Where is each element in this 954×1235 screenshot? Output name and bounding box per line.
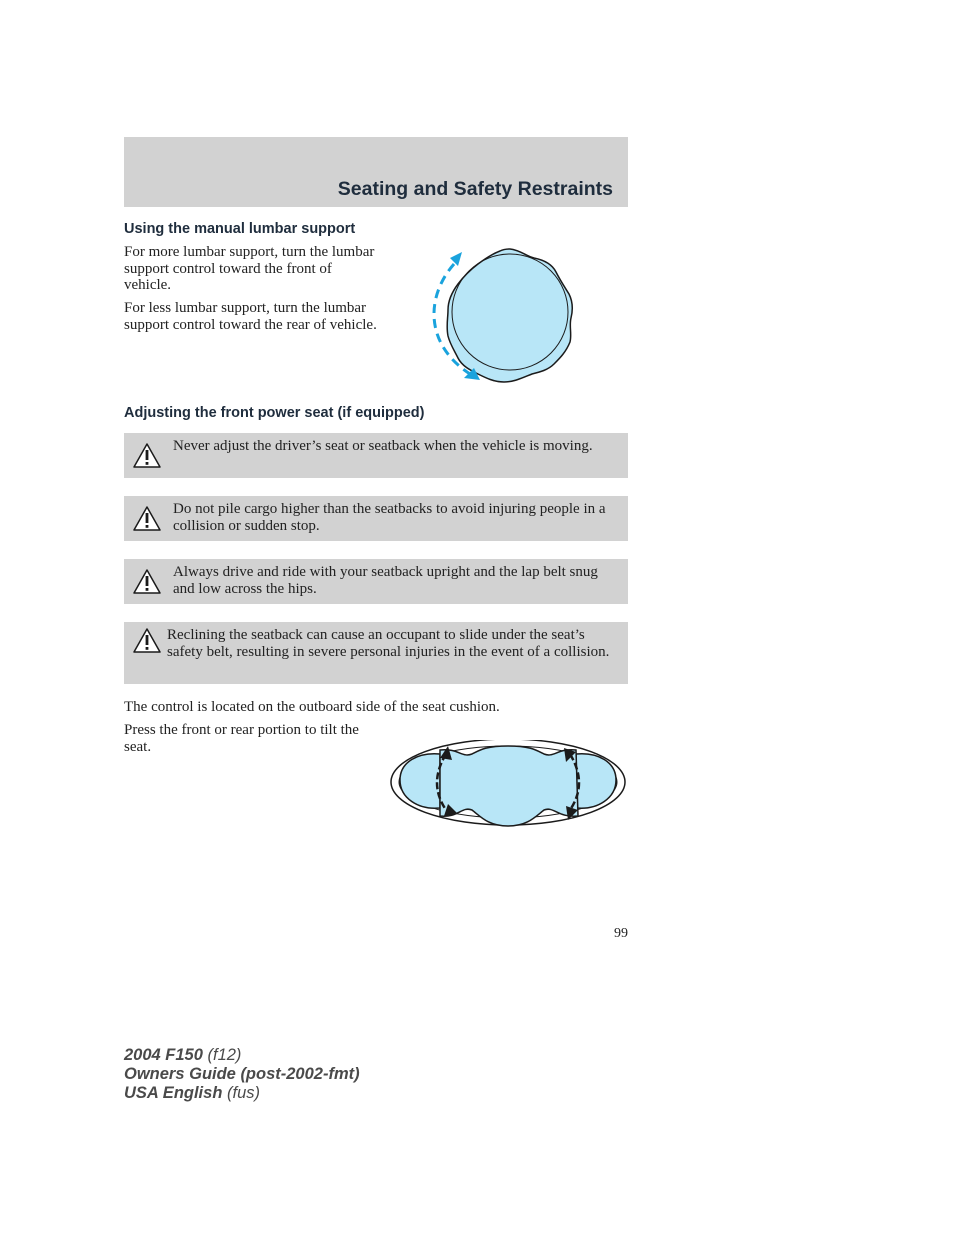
footer-language: USA English [124, 1084, 223, 1102]
lumbar-more-paragraph: For more lumbar support, turn the lumbar support control toward the front of vehicle. [124, 244, 375, 293]
tilt-instruction-paragraph: Press the front or rear portion to tilt the seat. [124, 722, 359, 755]
lumbar-knob-illustration [424, 246, 578, 386]
footer-model-code: (f12) [207, 1046, 242, 1064]
lumbar-less-paragraph: For less lumbar support, turn the lumbar support control toward the rear of vehicle. [124, 300, 377, 333]
warning-text-4: Reclining the seatback can cause an occupant to slide under the seat’s safety belt, resulting in severe personal injuries in the event of a collision. [167, 627, 610, 660]
power-seat-heading: Adjusting the front power seat (if equipped) [124, 405, 425, 421]
control-location-paragraph: The control is located on the outboard side of the seat cushion. [124, 699, 500, 715]
warning-box-2 [124, 496, 628, 541]
section-title: Seating and Safety Restraints [337, 178, 613, 200]
footer-line-2 [124, 1065, 360, 1084]
warning-triangle-icon [132, 442, 162, 469]
section-header-band [124, 137, 628, 207]
warning-triangle-icon [132, 627, 162, 654]
lumbar-heading: Using the manual lumbar support [124, 221, 356, 237]
knob-body [447, 249, 572, 382]
footer-language-code: (fus) [227, 1084, 260, 1102]
page-number: 99 [614, 926, 628, 941]
warning-box-1 [124, 433, 628, 478]
footer-model: 2004 F150 [124, 1046, 203, 1064]
warning-text-3: Always drive and ride with your seatback upright and the lap belt snug and low across the hips. [173, 564, 598, 597]
footer-guide: Owners Guide (post-2002-fmt) [124, 1065, 360, 1083]
warning-box-3 [124, 559, 628, 604]
footer-line-3 [124, 1084, 360, 1103]
footer-line-1 [124, 1046, 360, 1065]
warning-box-4 [124, 622, 628, 684]
arrow-up-icon [450, 252, 462, 266]
warning-text-2: Do not pile cargo higher than the seatbacks to avoid injuring people in a collision or sudden stop. [173, 501, 606, 534]
warning-triangle-icon [132, 505, 162, 532]
warning-text-1: Never adjust the driver’s seat or seatback when the vehicle is moving. [173, 438, 593, 454]
power-seat-control-illustration [388, 740, 628, 832]
document-footer [124, 1046, 360, 1103]
warning-triangle-icon [132, 568, 162, 595]
